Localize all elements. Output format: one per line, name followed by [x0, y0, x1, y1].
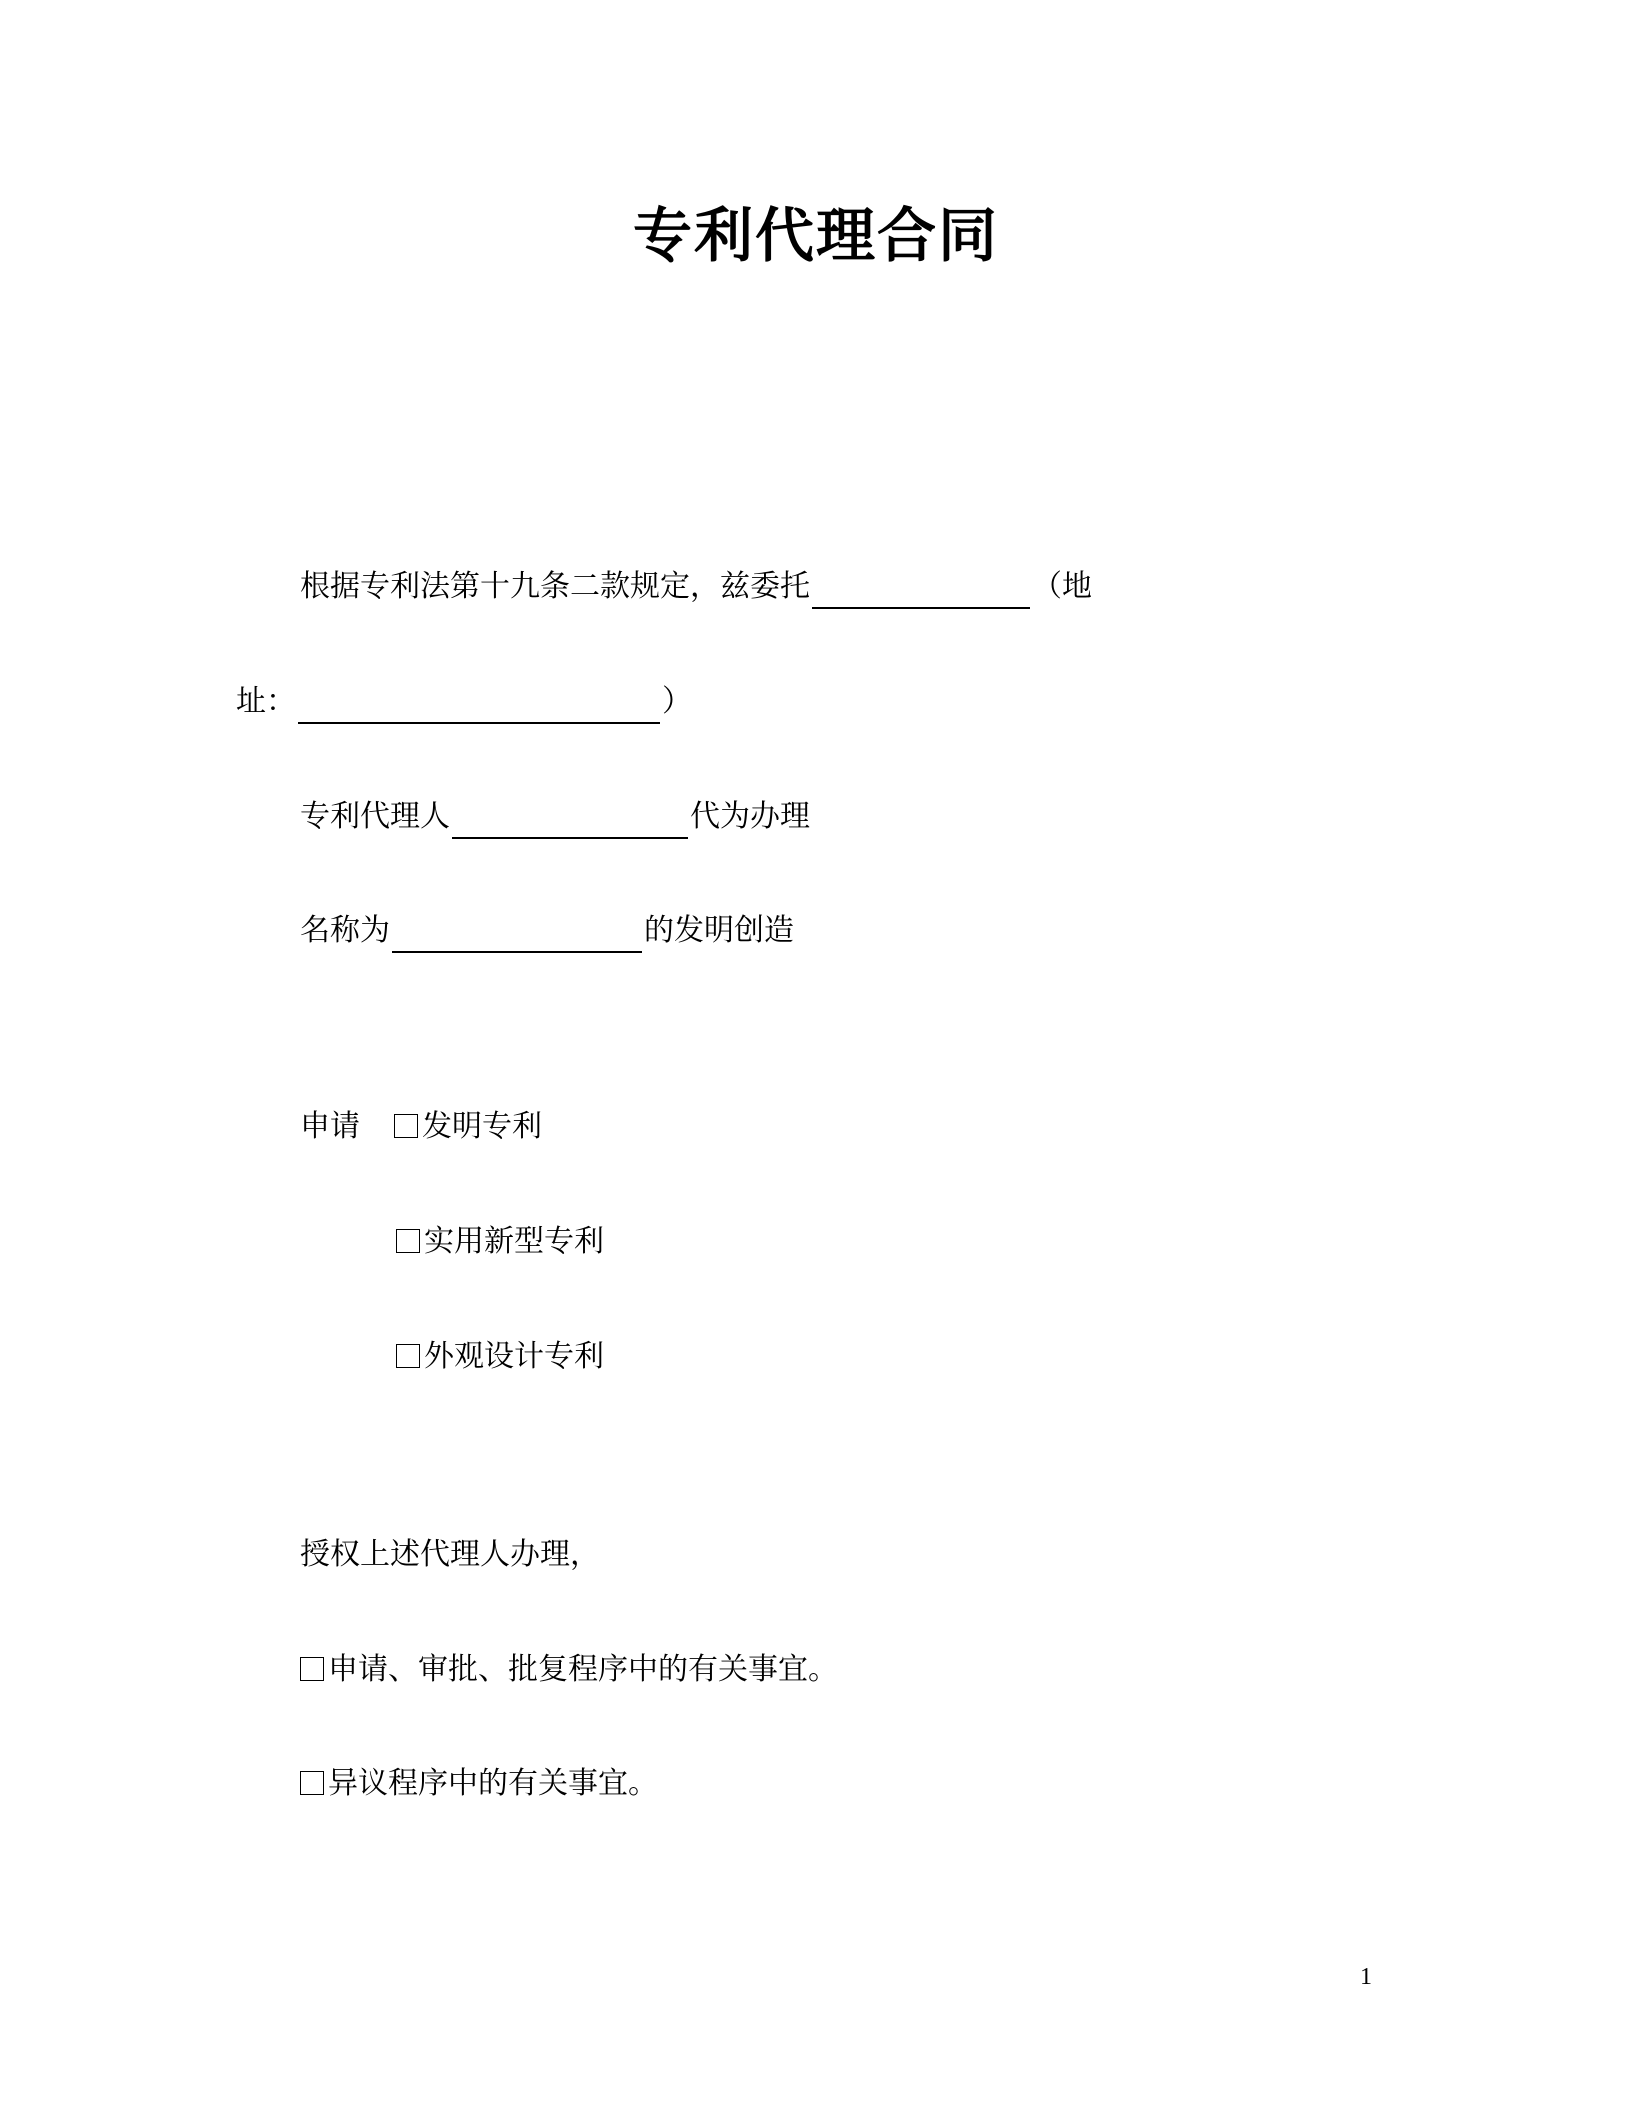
clause-address [236, 680, 692, 724]
design-patent-checkbox[interactable] [396, 1344, 420, 1368]
invention-patent-checkbox[interactable] [394, 1114, 418, 1138]
apply-option-invention [300, 1105, 542, 1149]
entrusted-party-field[interactable] [812, 571, 1030, 609]
agent-label: 专利代理人 [300, 799, 450, 834]
approval-matters-checkbox[interactable] [300, 1657, 324, 1681]
opposition-matters-label: 异议程序中的有关事宜。 [328, 1766, 658, 1801]
apply-label: 申请 [300, 1109, 360, 1144]
authorize-text: 授权上述代理人办理， [300, 1537, 600, 1572]
invention-name-label: 名称为 [300, 913, 390, 948]
address-field[interactable] [298, 686, 660, 724]
clause-agent [300, 795, 810, 839]
clause-invention-name [300, 909, 794, 953]
agent-suffix: 代为办理 [690, 799, 810, 834]
invention-name-field[interactable] [392, 915, 642, 953]
clause-entrust-prefix: 根据专利法第十九条二款规定，兹委托 [300, 569, 810, 604]
page-number: 1 [1360, 1964, 1372, 1990]
utility-model-checkbox[interactable] [396, 1229, 420, 1253]
authorize-item-approval [300, 1648, 838, 1692]
apply-option-design [396, 1335, 604, 1379]
approval-matters-label: 申请、审批、批复程序中的有关事宜。 [328, 1652, 838, 1687]
address-label: 址： [236, 684, 296, 719]
agent-field[interactable] [452, 801, 688, 839]
clause-entrust [300, 565, 1092, 609]
apply-option-utility [396, 1220, 604, 1264]
opposition-matters-checkbox[interactable] [300, 1771, 324, 1795]
document-title: 专利代理合同 [632, 201, 999, 270]
authorize-item-opposition [300, 1762, 658, 1806]
utility-model-label: 实用新型专利 [424, 1224, 604, 1259]
invention-patent-label: 发明专利 [422, 1109, 542, 1144]
authorize-statement [300, 1533, 600, 1577]
invention-name-suffix: 的发明创造 [644, 913, 794, 948]
address-close: ） [662, 684, 692, 719]
clause-entrust-suffix: （地 [1032, 569, 1092, 604]
design-patent-label: 外观设计专利 [424, 1339, 604, 1374]
